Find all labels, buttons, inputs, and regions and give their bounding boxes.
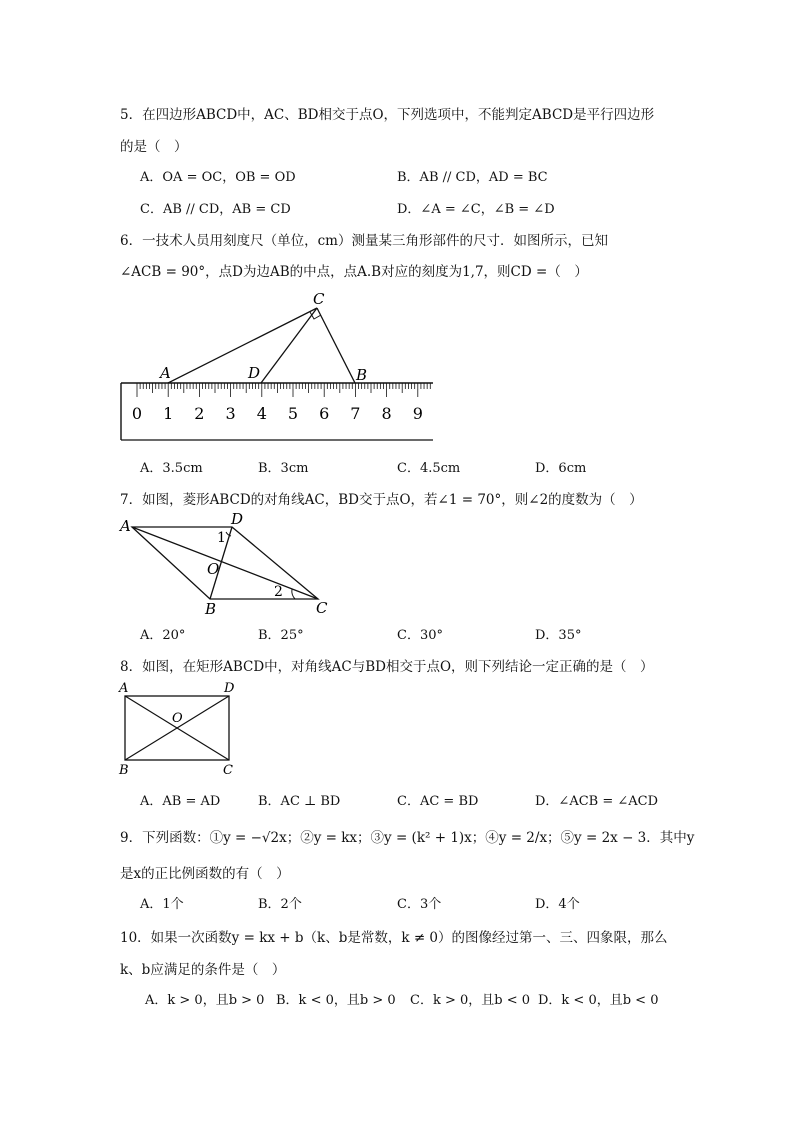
q7-label-angle1: 1 <box>217 530 226 546</box>
q6-label-c: C <box>313 290 325 308</box>
ruler-tick-label: 6 <box>319 404 330 423</box>
ruler-tick-label: 4 <box>256 404 267 423</box>
q10-option-d[interactable]: D．k < 0，且b < 0 <box>538 993 659 1008</box>
q6-label-a: A <box>160 364 171 382</box>
q6-option-d[interactable]: D．6cm <box>535 461 587 476</box>
q7-rhombus-figure <box>115 510 340 618</box>
q5-option-d[interactable]: D．∠A = ∠C，∠B = ∠D <box>397 202 555 217</box>
q8-label-d: D <box>224 681 235 696</box>
q7-option-c[interactable]: C．30° <box>397 628 443 643</box>
q10-option-c[interactable]: C．k > 0，且b < 0 <box>410 993 531 1008</box>
q6-option-a[interactable]: A．3.5cm <box>140 461 203 476</box>
ruler-tick-label: 3 <box>225 404 236 423</box>
q8-label-a: A <box>119 681 129 696</box>
q5-option-a[interactable]: A．OA = OC，OB = OD <box>140 170 296 185</box>
q6-stem-line1: 6．一技术人员用刻度尺（单位，cm）测量某三角形部件的尺寸．如图所示，已知 <box>120 233 608 249</box>
q6-option-b[interactable]: B．3cm <box>258 461 309 476</box>
q6-ruler-figure <box>115 288 440 446</box>
q8-option-a[interactable]: A．AB = AD <box>140 794 221 809</box>
q8-rectangle-figure <box>115 680 245 780</box>
q8-option-b[interactable]: B．AC ⊥ BD <box>258 794 341 809</box>
q6-label-b: B <box>356 366 368 384</box>
q9-stem-line2: 是x的正比例函数的有（ ） <box>120 866 290 882</box>
q6-label-d: D <box>248 364 261 382</box>
q7-label-c: C <box>316 599 328 617</box>
q5-option-c[interactable]: C．AB // CD，AB = CD <box>140 202 291 217</box>
q10-option-a[interactable]: A．k > 0，且b > 0 <box>145 993 265 1008</box>
q9-option-c[interactable]: C．3个 <box>397 897 442 912</box>
q7-stem-line1: 7．如图，菱形ABCD的对角线AC，BD交于点O，若∠1 = 70°，则∠2的度数为（ ） <box>120 492 643 508</box>
q7-label-a: A <box>120 517 131 535</box>
q8-stem-line1: 8．如图，在矩形ABCD中，对角线AC与BD相交于点O，则下列结论一定正确的是（ ） <box>120 659 654 675</box>
q8-option-c[interactable]: C．AC = BD <box>397 794 479 809</box>
q9-stem-line1: 9．下列函数：①y = −√2x；②y = kx；③y = (k² + 1)x；④y = 2/x；⑤y = 2x − 3．其中y <box>120 830 695 846</box>
q8-label-o: O <box>172 711 183 726</box>
q7-label-d: D <box>231 510 244 528</box>
q8-option-d[interactable]: D．∠ACB = ∠ACD <box>535 794 659 809</box>
ruler-tick-label: 1 <box>163 404 174 423</box>
q5-stem-line1: 5．在四边形ABCD中，AC、BD相交于点O，下列选项中，不能判定ABCD是平行四边形 <box>120 107 655 123</box>
q7-label-o: O <box>207 560 220 578</box>
q10-option-b[interactable]: B．k < 0，且b > 0 <box>276 993 396 1008</box>
ruler-tick-label: 0 <box>131 404 143 423</box>
q7-label-b: B <box>205 600 217 618</box>
q9-option-a[interactable]: A．1个 <box>140 897 184 912</box>
q5-option-b[interactable]: B．AB // CD，AD = BC <box>397 170 548 185</box>
q6-option-c[interactable]: C．4.5cm <box>397 461 461 476</box>
q7-option-b[interactable]: B．25° <box>258 628 304 643</box>
q8-label-c: C <box>223 763 233 778</box>
ruler-tick-label: 8 <box>381 404 392 423</box>
q9-option-d[interactable]: D．4个 <box>535 897 580 912</box>
ruler-tick-label: 5 <box>287 404 299 423</box>
q7-option-a[interactable]: A．20° <box>140 628 186 643</box>
ruler-tick-label: 2 <box>194 404 205 423</box>
q10-stem-line2: k、b应满足的条件是（ ） <box>120 962 286 978</box>
q9-option-b[interactable]: B．2个 <box>258 897 302 912</box>
q7-option-d[interactable]: D．35° <box>535 628 582 643</box>
q8-label-b: B <box>119 763 129 778</box>
q5-stem-line2: 的是（ ） <box>120 139 188 155</box>
q6-stem-line2: ∠ACB = 90°，点D为边AB的中点，点A.B对应的刻度为1,7，则CD =（ ） <box>120 264 588 280</box>
ruler-tick-label: 9 <box>412 404 423 423</box>
q7-label-angle2: 2 <box>274 584 283 600</box>
q10-stem-line1: 10．如果一次函数y = kx + b（k、b是常数，k ≠ 0）的图像经过第一、三、四象限，那么 <box>120 930 668 946</box>
ruler-tick-label: 7 <box>350 404 361 423</box>
